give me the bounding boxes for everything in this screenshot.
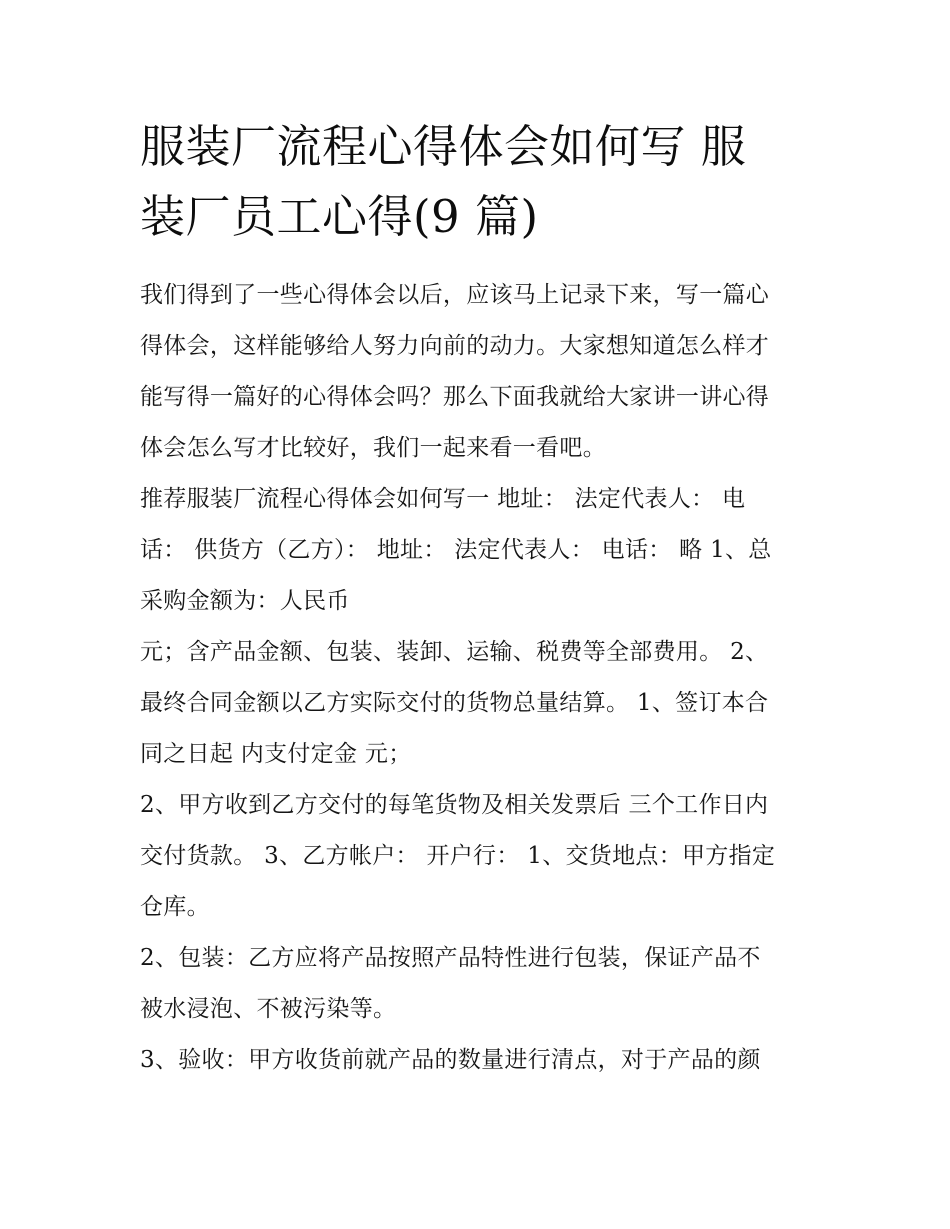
text-line: 能写得一篇好的心得体会吗？那么下面我就给大家讲一讲心得 — [140, 384, 770, 410]
text-line: 元；含产品金额、包装、装卸、运输、税费等全部费用。 2、 — [140, 639, 769, 665]
paragraph-intro — [140, 270, 812, 474]
text-line: 话： 供货方（乙方）： 地址： 法定代表人： 电话： 略 1、总 — [140, 537, 772, 563]
text-line: 得体会，这样能够给人努力向前的动力。大家想知道怎么样才 — [140, 333, 770, 359]
document-title — [140, 112, 812, 252]
text-line: 2、甲方收到乙方交付的每笔货物及相关发票后 三个工作日内 — [140, 792, 769, 818]
text-line: 采购金额为：人民币 — [140, 588, 350, 614]
text-line: 3、验收：甲方收货前就产品的数量进行清点，对于产品的颜 — [140, 1047, 761, 1073]
text-line: 我们得到了一些心得体会以后，应该马上记录下来，写一篇心 — [140, 282, 770, 308]
text-line: 仓库。 — [140, 894, 210, 920]
text-line: 交付货款。 3、乙方帐户： 开户行： 1、交货地点：甲方指定 — [140, 843, 776, 869]
paragraph-payment — [140, 780, 812, 933]
paragraph-amount — [140, 627, 812, 780]
text-line: 2、包装：乙方应将产品按照产品特性进行包装，保证产品不 — [140, 945, 761, 971]
text-line: 最终合同金额以乙方实际交付的货物总量结算。 1、签订本合 — [140, 690, 769, 716]
text-line: 推荐服装厂流程心得体会如何写一 地址： 法定代表人： 电 — [140, 486, 746, 512]
paragraph-packaging — [140, 933, 812, 1035]
title-line: 装厂员工心得(9 篇) — [140, 190, 539, 243]
document-content — [140, 112, 812, 1086]
text-line: 被水浸泡、不被污染等。 — [140, 996, 397, 1022]
text-line: 同之日起 内支付定金 元； — [140, 741, 412, 767]
paragraph-parties — [140, 474, 812, 627]
paragraph-inspection — [140, 1035, 812, 1086]
text-line: 体会怎么写才比较好，我们一起来看一看吧。 — [140, 435, 606, 461]
title-line: 服装厂流程心得体会如何写 服 — [140, 120, 747, 173]
